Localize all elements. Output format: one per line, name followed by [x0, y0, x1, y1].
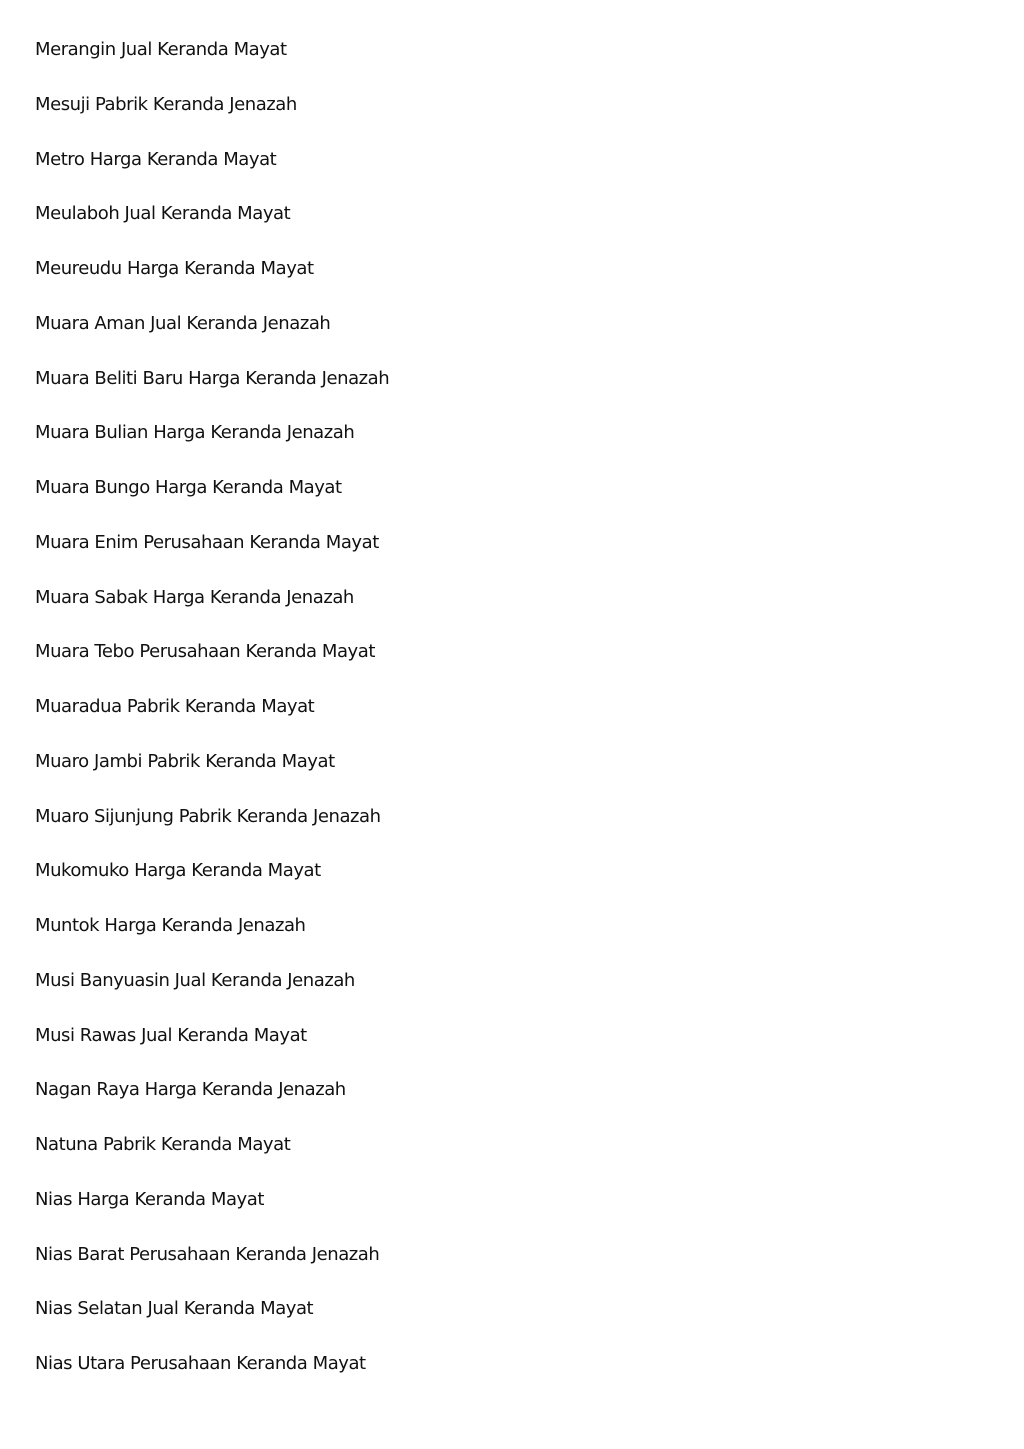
list-item: Muntok Harga Keranda Jenazah [35, 915, 306, 936]
list-item: Musi Rawas Jual Keranda Mayat [35, 1024, 307, 1046]
list-item: Meulaboh Jual Keranda Mayat [35, 203, 291, 225]
list-item: Natuna Pabrik Keranda Mayat [35, 1134, 291, 1155]
list-item: Nias Utara Perusahaan Keranda Mayat [35, 1353, 366, 1374]
location-list [35, 36, 389, 1405]
list-item: Muara Aman Jual Keranda Jenazah [35, 312, 331, 334]
list-item: Mukomuko Harga Keranda Mayat [35, 860, 321, 882]
list-item: Muara Tebo Perusahaan Keranda Mayat [35, 641, 375, 663]
list-item: Musi Banyuasin Jual Keranda Jenazah [35, 969, 355, 991]
list-item: Metro Harga Keranda Mayat [35, 148, 277, 170]
list-item: Mesuji Pabrik Keranda Jenazah [35, 93, 297, 115]
list-item: Nias Selatan Jual Keranda Mayat [35, 1298, 314, 1320]
list-item: Nias Barat Perusahaan Keranda Jenazah [35, 1243, 380, 1265]
list-item: Muara Beliti Baru Harga Keranda Jenazah [35, 367, 390, 389]
list-item: Muara Sabak Harga Keranda Jenazah [35, 586, 354, 608]
list-item: Muaro Sijunjung Pabrik Keranda Jenazah [35, 805, 381, 827]
list-item: Merangin Jual Keranda Mayat [35, 39, 287, 60]
list-item: Meureudu Harga Keranda Mayat [35, 258, 314, 279]
list-item: Muara Bungo Harga Keranda Mayat [35, 477, 342, 498]
list-item: Nias Harga Keranda Mayat [35, 1188, 264, 1210]
list-item: Muaro Jambi Pabrik Keranda Mayat [35, 750, 335, 772]
list-item: Muara Enim Perusahaan Keranda Mayat [35, 531, 379, 553]
list-item: Muaradua Pabrik Keranda Mayat [35, 696, 315, 717]
list-item: Nagan Raya Harga Keranda Jenazah [35, 1079, 346, 1101]
list-item: Muara Bulian Harga Keranda Jenazah [35, 422, 355, 444]
